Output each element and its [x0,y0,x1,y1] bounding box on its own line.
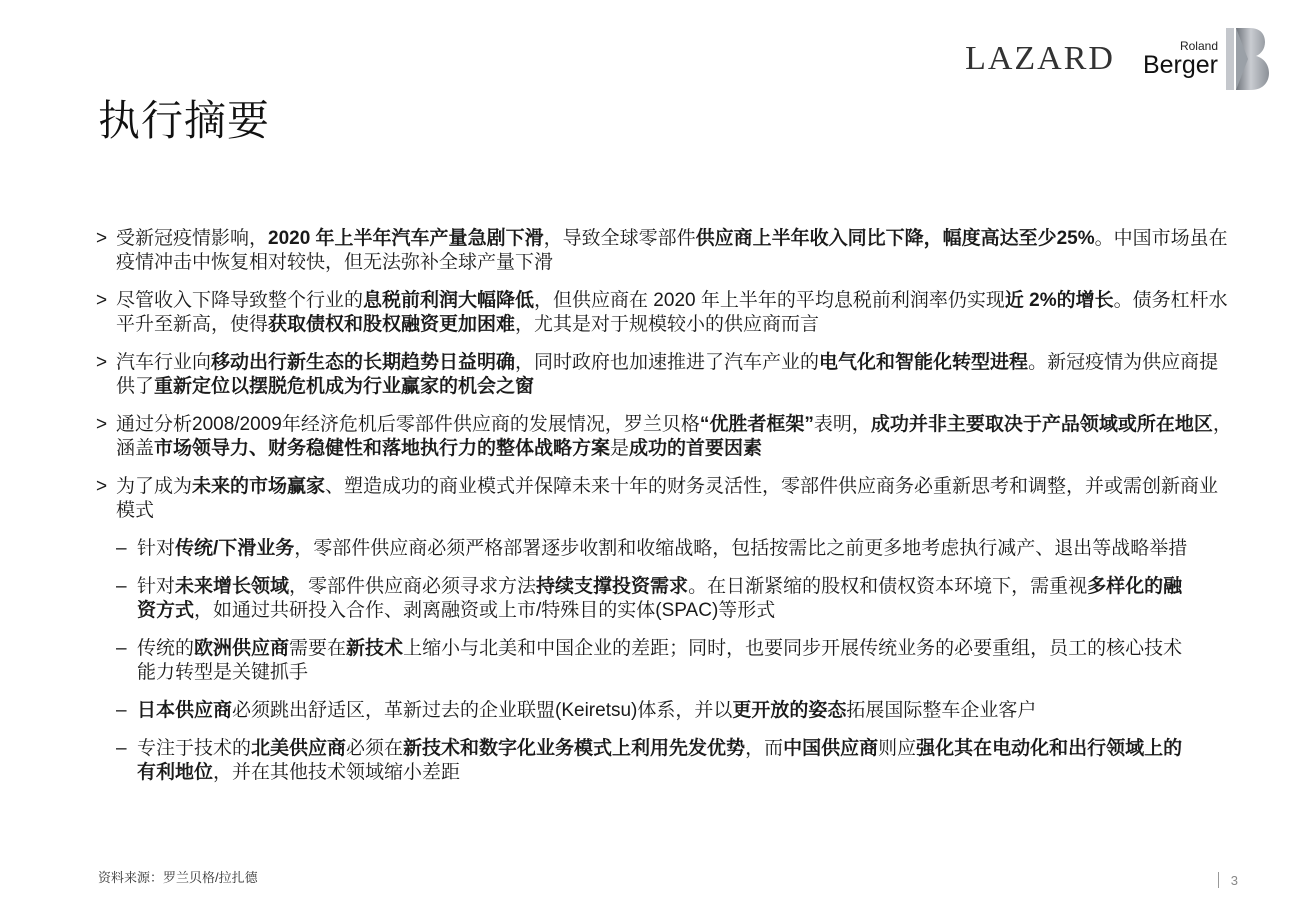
source-note: 资料来源：罗兰贝格/拉扎德 [98,870,258,885]
lazard-logo: LAZARD [965,40,1115,77]
bold-phrase: 日本供应商 [137,700,233,721]
text-run: ，零部件供应商必须寻求方法 [289,576,537,597]
bold-phrase: 未来的市场赢家 [192,476,326,497]
text-run: 必须跳出舒适区，革新过去的企业联盟(Keiretsu)体系，并以 [232,700,733,721]
page-number-area [1218,872,1238,888]
bold-phrase: 强化其在电动化和出行领域上的有利地位 [137,738,1183,783]
bullet-text [137,637,1236,685]
bullet-text [137,737,1236,785]
text-run: 。债务杠杆水平升至新高，使得 [116,290,1228,335]
roland-berger-logo-top: Roland [1179,39,1218,53]
bullet-item [96,351,1236,399]
sub-bullet-item [96,575,1236,623]
bold-phrase: 持续支撑投资需求 [536,576,689,597]
text-run: 则应 [878,738,917,759]
text-run: 、塑造成功的商业模式并保障未来十年的财务灵活性，零部件供应商务必重新思考和调整，并或需创新商业模式 [116,476,1219,521]
dash-marker: – [116,638,127,659]
text-run: ，同时政府也加速推进了汽车产业的 [515,352,820,373]
bold-phrase: 息税前利润大幅降低 [363,290,535,311]
text-run: 需要在 [289,638,347,659]
bold-phrase: 电气化和智能化转型进程 [819,352,1029,373]
bullet-item [96,413,1236,461]
text-run: ，但供应商在 2020 年上半年的平均息税前利润率仍实现 [534,290,1005,311]
text-run: ，并在其他技术领域缩小差距 [213,762,461,783]
text-run: 。新冠疫情为供应商提供了 [116,352,1219,397]
text-run: 上缩小与北美和中国企业的差距；同时，也要同步开展传统业务的必要重组，员工的核心技术能力转型是关键抓手 [137,638,1183,683]
bullet-text [116,475,1236,523]
bold-phrase: 北美供应商 [251,738,347,759]
page-separator [1218,872,1219,888]
text-run: 汽车行业向 [116,352,212,373]
text-run: 尽管收入下降导致整个行业的 [116,290,364,311]
chevron-marker: > [96,228,108,249]
bold-phrase: 未来增长领域 [175,576,290,597]
bold-phrase: 中国供应商 [783,738,879,759]
text-run: ，零部件供应商必须严格部署逐步收割和收缩战略，包括按需比之前更多地考虑执行减产、退出等战略举措 [294,538,1188,559]
roland-berger-wordmark [1143,40,1218,78]
bullet-item [96,475,1236,523]
text-run: 。在日渐紧缩的股权和债权资本环境下，需重视 [688,576,1088,597]
sub-bullet-item [96,537,1236,561]
text-run: ，涵盖 [116,414,1232,459]
bold-phrase: 传统/下滑业务 [175,538,295,559]
header-logos [965,28,1270,90]
bold-phrase: 多样化的融资方式 [137,576,1183,621]
bold-phrase: 成功并非主要取决于产品领域或所在地区 [870,414,1213,435]
text-run: ，而 [745,738,784,759]
bold-phrase: 重新定位以摆脱危机成为行业赢家的机会之窗 [154,376,535,397]
roland-berger-logo [1143,28,1270,90]
bold-phrase: 市场领导力、财务稳健性和落地执行力的整体战略方案 [154,438,611,459]
chevron-marker: > [96,290,108,311]
bold-phrase: 欧洲供应商 [194,638,290,659]
text-run: ，尤其是对于规模较小的供应商而言 [515,314,820,335]
text-run: 专注于技术的 [137,738,252,759]
chevron-marker: > [96,476,108,497]
dash-marker: – [116,700,127,721]
chevron-marker: > [96,414,108,435]
sub-bullet-item [96,637,1236,685]
text-run: 传统的 [137,638,195,659]
sub-bullet-item [96,699,1236,723]
bullet-text [137,699,1236,723]
sub-bullet-item [96,737,1236,785]
bullet-item [96,289,1236,337]
executive-summary-list [96,227,1236,799]
text-run: 为了成为 [116,476,193,497]
bold-phrase: 更开放的姿态 [732,700,847,721]
chevron-marker: > [96,352,108,373]
bullet-item [96,227,1236,275]
bold-phrase: 获取债权和股权融资更加困难 [268,314,516,335]
bullet-text [116,227,1236,275]
bullet-text [116,351,1236,399]
text-run: 针对 [137,576,176,597]
roland-berger-b-mark-icon [1226,28,1270,90]
dash-marker: – [116,738,127,759]
bold-phrase: 新技术 [346,638,404,659]
text-run: ，导致全球零部件 [543,228,696,249]
text-run: 通过分析2008/2009年经济危机后零部件供应商的发展情况，罗兰贝格 [116,414,700,435]
text-run: 拓展国际整车企业客户 [846,700,1037,721]
bold-phrase: 移动出行新生态的长期趋势日益明确 [211,352,516,373]
text-run: 是 [610,438,630,459]
bold-phrase: 2020 年上半年汽车产量急剧下滑 [268,228,544,249]
bullet-text [116,289,1236,337]
bold-phrase: 近 2%的增长 [1004,290,1114,311]
dash-marker: – [116,538,127,559]
page-title: 执行摘要 [98,96,271,145]
text-run: 受新冠疫情影响， [116,228,269,249]
text-run: 必须在 [346,738,404,759]
text-run: 表明， [813,414,871,435]
bold-phrase: 成功的首要因素 [629,438,763,459]
dash-marker: – [116,576,127,597]
text-run: ，如通过共研投入合作、剥离融资或上市/特殊目的实体(SPAC)等形式 [194,600,776,621]
bold-phrase: 新技术和数字化业务模式上利用先发优势 [403,738,746,759]
roland-berger-logo-bottom: Berger [1142,51,1218,79]
bullet-text [116,413,1236,461]
text-run: 针对 [137,538,176,559]
bullet-text [137,537,1236,561]
bold-phrase: 供应商上半年收入同比下降，幅度高达至少25% [695,228,1095,249]
page-number: 3 [1230,872,1238,888]
bullet-text [137,575,1236,623]
text-run: 。中国市场虽在疫情冲击中恢复相对较快，但无法弥补全球产量下滑 [116,228,1228,273]
bold-phrase: “优胜者框架” [699,414,814,435]
